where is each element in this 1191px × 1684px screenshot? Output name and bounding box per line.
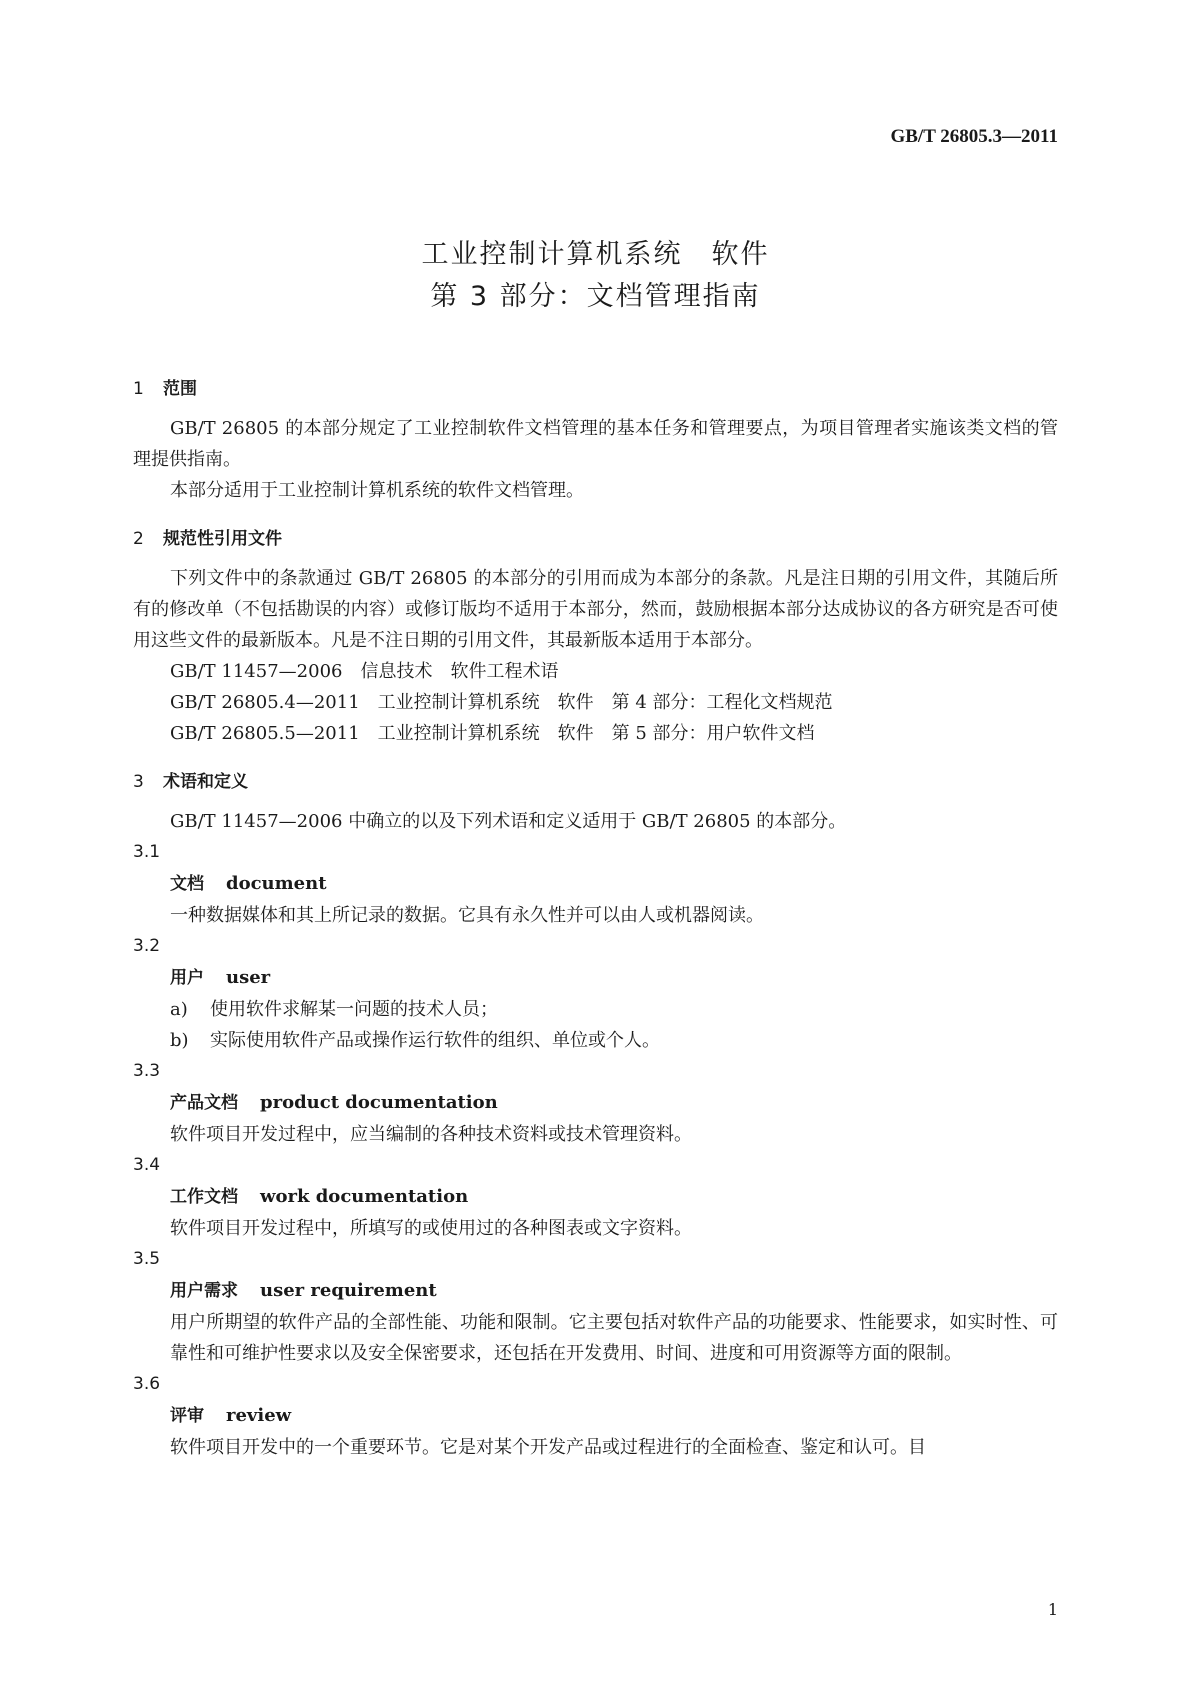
list-item: b) 实际使用软件产品或操作运行软件的组织、单位或个人。: [170, 1030, 660, 1051]
term-heading: [133, 1181, 1058, 1213]
term-zh: 用户需求: [170, 1281, 238, 1301]
term-zh: 评审: [170, 1406, 204, 1426]
term-en: product documentation: [260, 1092, 498, 1113]
term-number: 3.6: [133, 1374, 161, 1394]
term-en: user: [226, 967, 271, 988]
term-definition: 软件项目开发中的一个重要环节。它是对某个开发产品或过程进行的全面检查、鉴定和认可。目: [170, 1437, 926, 1458]
term-en: document: [226, 873, 327, 894]
term-heading: [133, 868, 1058, 900]
section-heading-terms-definitions: 3 术语和定义: [133, 772, 248, 792]
term-zh: 用户: [170, 968, 204, 988]
paragraph: GB/T 11457—2006 中确立的以及下列术语和定义适用于 GB/T 26805 的本部分。: [170, 811, 847, 832]
term-en: review: [226, 1405, 292, 1426]
term-number: 3.5: [133, 1249, 161, 1269]
term-definition: 软件项目开发过程中，所填写的或使用过的各种图表或文字资料。: [170, 1218, 692, 1239]
term-number: 3.2: [133, 936, 161, 956]
term-heading: [133, 1400, 1058, 1432]
term-number: 3.1: [133, 842, 161, 862]
term-zh: 文档: [170, 874, 204, 894]
term-heading: [133, 1087, 1058, 1119]
term-heading: [133, 962, 1058, 994]
reference-item: GB/T 26805.5—2011 工业控制计算机系统 软件 第 5 部分：用户软件文档: [170, 723, 815, 744]
page-number: 1: [1047, 1600, 1058, 1619]
reference-item: GB/T 26805.4—2011 工业控制计算机系统 软件 第 4 部分：工程化文档规范: [170, 692, 833, 713]
term-en: user requirement: [260, 1280, 437, 1301]
term-number: 3.4: [133, 1155, 161, 1175]
reference-item: GB/T 11457—2006 信息技术 软件工程术语: [170, 661, 559, 682]
document-subtitle: 第 3 部分：文档管理指南: [430, 281, 761, 312]
term-definition: 用户所期望的软件产品的全部性能、功能和限制。它主要包括对软件产品的功能要求、性能要求，如实时性、可靠性和可维护性要求以及安全保密要求，还包括在开发费用、时间、进度和可用资源等方面的限制。: [170, 1312, 1058, 1364]
paragraph: 下列文件中的条款通过 GB/T 26805 的本部分的引用而成为本部分的条款。凡是注日期的引用文件，其随后所有的修改单（不包括勘误的内容）或修订版均不适用于本部分，然而，鼓励根据本部分达成协议的各方研究是否可使用这些文件的最新版本。凡是不注日期的引用文件，其最新版本适用于本部分。: [133, 568, 1058, 651]
section-heading-normative-references: 2 规范性引用文件: [133, 529, 282, 549]
paragraph: GB/T 26805 的本部分规定了工业控制软件文档管理的基本任务和管理要点，为项目管理者实施该类文档的管理提供指南。: [133, 418, 1058, 470]
term-zh: 产品文档: [170, 1093, 238, 1113]
section-heading-scope: 1 范围: [133, 379, 197, 399]
term-heading: [133, 1275, 1058, 1307]
term-definition: 软件项目开发过程中，应当编制的各种技术资料或技术管理资料。: [170, 1124, 692, 1145]
term-zh: 工作文档: [170, 1187, 238, 1207]
document-title: 工业控制计算机系统 软件: [421, 239, 770, 270]
list-item: a) 使用软件求解某一问题的技术人员；: [170, 999, 498, 1020]
paragraph: 本部分适用于工业控制计算机系统的软件文档管理。: [170, 480, 584, 501]
term-definition: 一种数据媒体和其上所记录的数据。它具有永久性并可以由人或机器阅读。: [170, 905, 764, 926]
standard-code: GB/T 26805.3—2011: [890, 126, 1058, 147]
term-en: work documentation: [260, 1186, 469, 1207]
document-body: [133, 374, 1058, 1463]
term-number: 3.3: [133, 1061, 161, 1081]
